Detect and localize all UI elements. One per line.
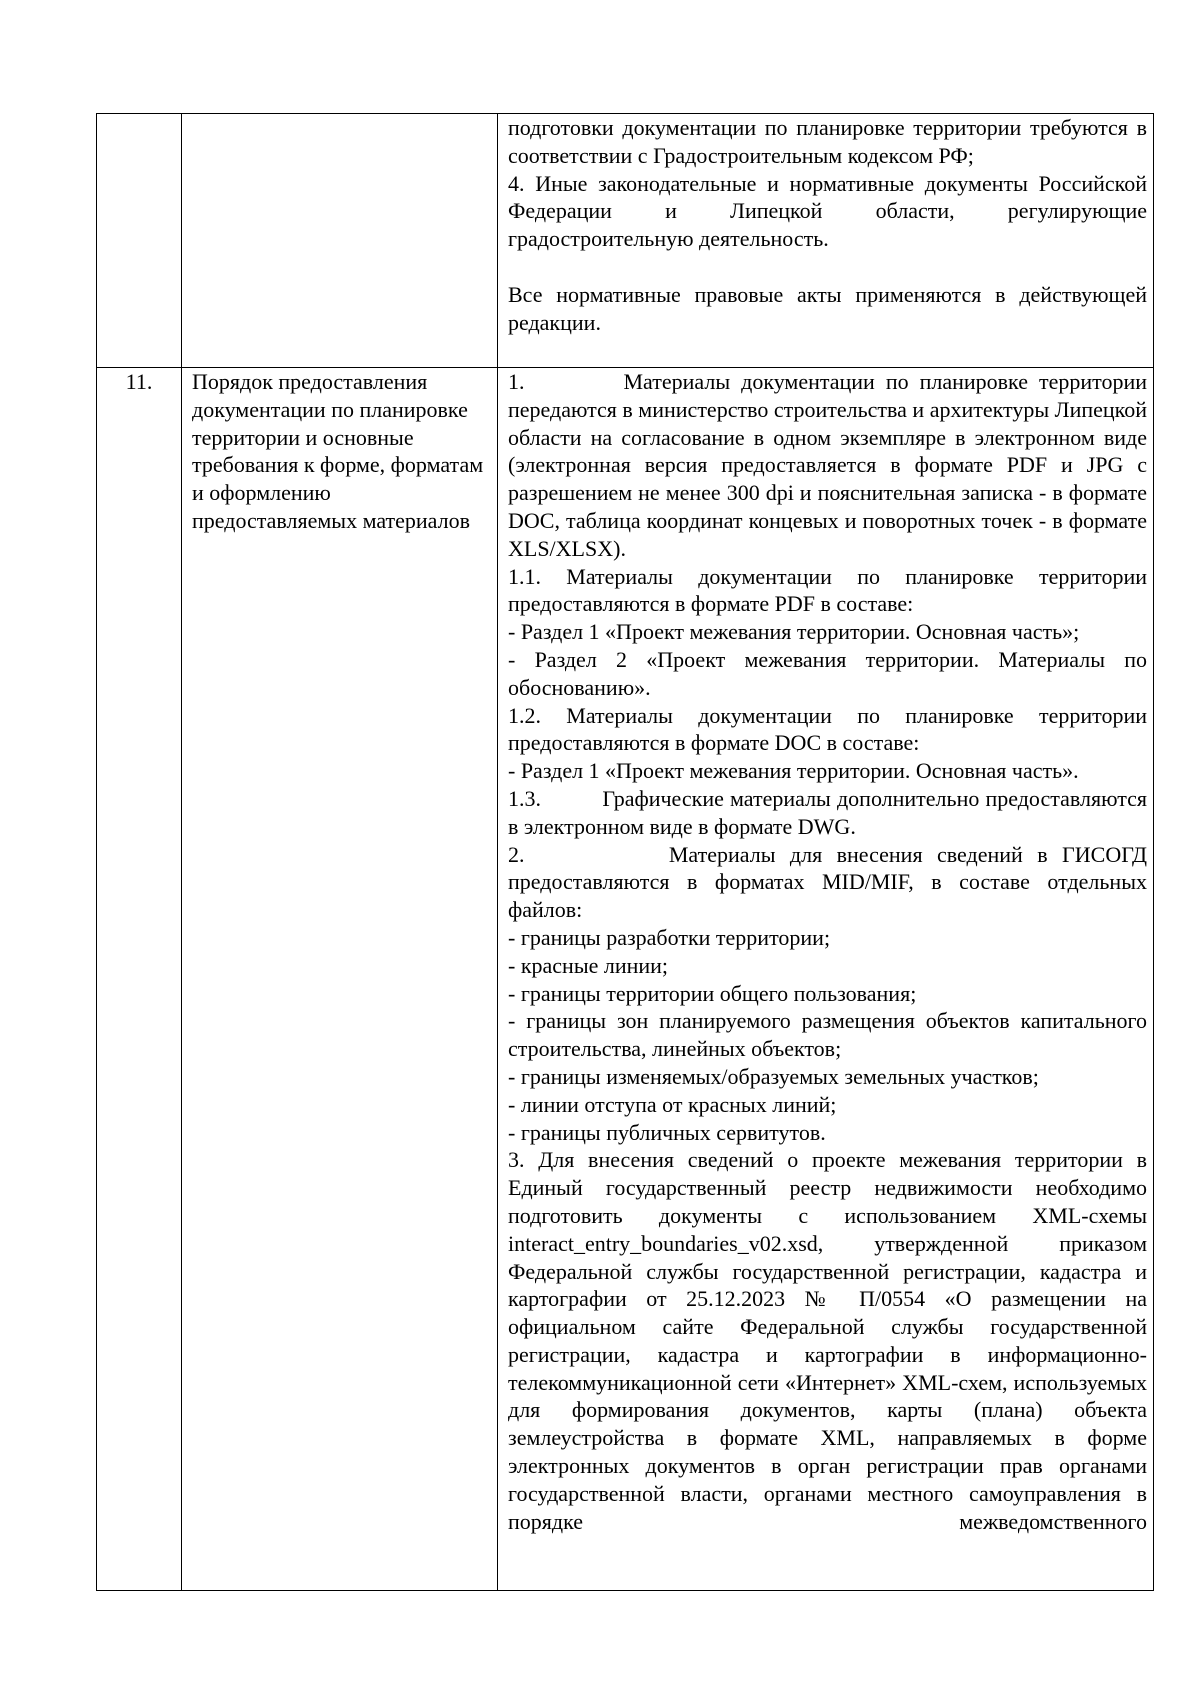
paragraph: 3. Для внесения сведений о проекте межевания территории в Единый государственный реестр недвижимости необходимо подготовить документы с использованием XML-схемы interact_entry_boundaries_v02.xsd, утвержденной приказом Федеральной службы государственной регистрации, кадастра и картографии от 25.12.2023 № П/0554 «О размещении на официальном сайте Федеральной службы государственной регистрации, кадастра и картографии в информационно-телекоммуникационной сети «Интернет» XML-схем, используемых для формирования документов, карты (плана) объекта землеустройства в формате XML, направляемых в форме электронных документов в орган регистрации прав органами государственной власти, органами местного самоуправления в порядке межведомственного — [508, 1147, 1147, 1534]
row-name: Порядок предоставления документации по планировке территории и основные требования к форме, форматам и оформлению предоставляемых материалов — [192, 369, 484, 533]
paragraph: 1. Материалы документации по планировке территории передаются в министерство строительства и архитектуры Липецкой области на согласование в одном экземпляре в электронном виде (электронная версия предоставляется в формате PDF и JPG с разрешением не менее 300 dpi и пояснительная записка - в формате DOC, таблица координат концевых и поворотных точек - в формате XLS/XLSX). — [508, 369, 1147, 561]
list-item: - линии отступа от красных линий; — [508, 1091, 837, 1117]
list-item: - Раздел 1 «Проект межевания территории. Основная часть»; — [508, 619, 1080, 645]
list-item: - границы разработки территории; — [508, 924, 831, 950]
row-name-cell — [182, 368, 498, 1591]
paragraph: 1.3. Графические материалы дополнительно предоставляются в электронном виде в формате DWG. — [508, 785, 1147, 839]
list-item: - границы зон планируемого размещения объектов капитального строительства, линейных объектов; — [508, 1008, 1147, 1062]
row-content-cell — [498, 368, 1154, 1591]
list-item: - Раздел 2 «Проект межевания территории. Материалы по обоснованию». — [508, 646, 1147, 700]
row-number: 11. — [125, 369, 153, 394]
table-row — [97, 114, 1154, 368]
table-row — [97, 368, 1154, 1591]
paragraph: подготовки документации по планировке территории требуются в соответствии с Градостроительным кодексом РФ; — [508, 115, 1147, 168]
row-number-cell — [97, 114, 182, 368]
list-item: - Раздел 1 «Проект межевания территории. Основная часть». — [508, 758, 1079, 784]
list-item: - красные линии; — [508, 952, 669, 978]
row-number-cell — [97, 368, 182, 1591]
list-item: - границы изменяемых/образуемых земельных участков; — [508, 1063, 1039, 1089]
list-item: - границы территории общего пользования; — [508, 980, 917, 1006]
paragraph: Все нормативные правовые акты применяются в действующей редакции. — [508, 281, 1147, 335]
list-item: - границы публичных сервитутов. — [508, 1119, 826, 1145]
row-content-cell — [498, 114, 1154, 368]
row-name-cell — [182, 114, 498, 368]
requirements-table — [96, 113, 1154, 1591]
paragraph: 1.1. Материалы документации по планировке территории предоставляются в формате PDF в составе: — [508, 563, 1147, 617]
paragraph: 1.2. Материалы документации по планировке территории предоставляются в формате DOC в составе: — [508, 702, 1147, 756]
paragraph: 4. Иные законодательные и нормативные документы Российской Федерации и Липецкой области, регулирующие градостроительную деятельность. — [508, 170, 1147, 252]
paragraph-gap — [508, 253, 1147, 281]
paragraph: 2. Материалы для внесения сведений в ГИСОГД предоставляются в форматах MID/MIF, в составе отдельных файлов: — [508, 841, 1147, 923]
